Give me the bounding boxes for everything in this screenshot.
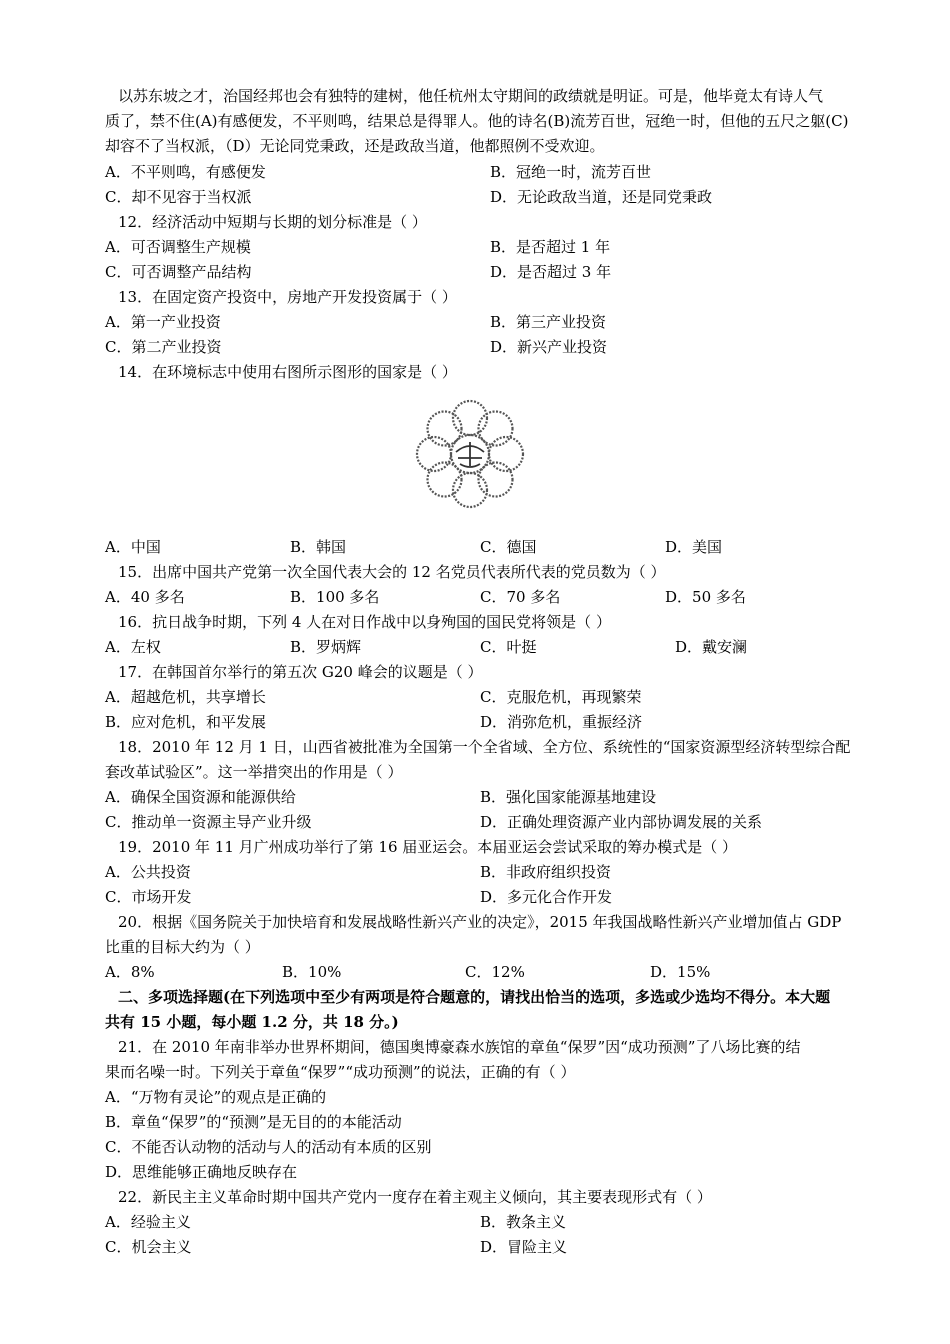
- option: C．70 多名: [480, 588, 561, 606]
- option: A．经验主义: [105, 1213, 191, 1231]
- option: B．10%: [282, 963, 342, 981]
- option: A．中国: [105, 538, 161, 556]
- option: B．教条主义: [480, 1213, 567, 1231]
- question-20-cont: 比重的目标大约为（ ）: [105, 938, 260, 956]
- question-17: 17．在韩国首尔举行的第五次 G20 峰会的议题是（ ）: [118, 663, 483, 681]
- option: D．15%: [650, 963, 711, 981]
- option: B．韩国: [290, 538, 347, 556]
- option: C．机会主义: [105, 1238, 192, 1256]
- option: A．40 多名: [105, 588, 185, 606]
- question-21-cont: 果而名噪一时。下列关于章鱼“保罗”“成功预测”的说法，正确的有（ ）: [105, 1063, 576, 1081]
- question-14: 14．在环境标志中使用右图所示图形的国家是（ ）: [118, 363, 457, 381]
- option: C．推动单一资源主导产业升级: [105, 813, 312, 831]
- option: B．第三产业投资: [490, 313, 607, 331]
- option: B．非政府组织投资: [480, 863, 612, 881]
- option: D．思维能够正确地反映存在: [105, 1163, 298, 1181]
- option: B．强化国家能源基地建设: [480, 788, 657, 806]
- option: C．市场开发: [105, 888, 192, 906]
- option: A．不平则鸣，有感便发: [105, 163, 266, 181]
- option: B．罗炳辉: [290, 638, 362, 656]
- option: D．戴安澜: [675, 638, 748, 656]
- option: A．公共投资: [105, 863, 191, 881]
- option: A．确保全国资源和能源供给: [105, 788, 296, 806]
- question-20: 20．根据《国务院关于加快培育和发展战略性新兴产业的决定》，2015 年我国战略性新兴产业增加值占 GDP: [118, 913, 842, 931]
- option: A．左权: [105, 638, 161, 656]
- option: B．应对危机，和平发展: [105, 713, 267, 731]
- question-21: 21．在 2010 年南非举办世界杯期间，德国奥博豪森水族馆的章鱼“保罗”因“成功预测”了八场比赛的结: [118, 1038, 801, 1056]
- question-12: 12．经济活动中短期与长期的划分标准是（ ）: [118, 213, 427, 231]
- option: A．8%: [105, 963, 155, 981]
- question-19: 19．2010 年 11 月广州成功举行了第 16 届亚运会。本届亚运会尝试采取的筹办模式是（ ）: [118, 838, 738, 856]
- option: C．不能否认动物的活动与人的活动有本质的区别: [105, 1138, 432, 1156]
- option: D．是否超过 3 年: [490, 263, 612, 281]
- environmental-label-emblem-icon: [408, 392, 532, 516]
- option: C．德国: [480, 538, 537, 556]
- section-2-heading: 二、多项选择题(在下列选项中至少有两项是符合题意的，请找出恰当的选项，多选或少选均不得分。本大题: [118, 988, 831, 1006]
- question-13: 13．在固定资产投资中，房地产开发投资属于（ ）: [118, 288, 457, 306]
- option: B．100 多名: [290, 588, 380, 606]
- option: C．可否调整产品结构: [105, 263, 252, 281]
- option: D．50 多名: [665, 588, 746, 606]
- intro-line-1: 以苏东坡之才，治国经邦也会有独特的建树，他任杭州太守期间的政绩就是明证。可是，他毕竟太有诗人气: [118, 87, 824, 105]
- question-18: 18．2010 年 12 月 1 日，山西省被批准为全国第一个全省域、全方位、系统性的“国家资源型经济转型综合配: [118, 738, 851, 756]
- question-22: 22．新民主主义革命时期中国共产党内一度存在着主观主义倾向，其主要表现形式有（ ）: [118, 1188, 712, 1206]
- option: D．冒险主义: [480, 1238, 568, 1256]
- section-2-heading-cont: 共有 15 小题，每小题 1.2 分，共 18 分。): [105, 1013, 399, 1031]
- option: C．克服危机，再现繁荣: [480, 688, 642, 706]
- option: A．可否调整生产规模: [105, 238, 251, 256]
- question-16: 16．抗日战争时期，下列 4 人在对日作战中以身殉国的国民党将领是（ ）: [118, 613, 611, 631]
- intro-line-3: 却容不了当权派，（D）无论同党秉政，还是政敌当道，他都照例不受欢迎。: [105, 137, 605, 155]
- intro-line-2: 质了，禁不住(A)有感便发，不平则鸣，结果总是得罪人。他的诗名(B)流芳百世，冠绝一时，但他的五尺之躯(C): [105, 112, 849, 130]
- option: D．消弥危机，重振经济: [480, 713, 643, 731]
- question-18-cont: 套改革试验区”。这一举措突出的作用是（ ）: [105, 763, 403, 781]
- option: A．第一产业投资: [105, 313, 221, 331]
- option: D．正确处理资源产业内部协调发展的关系: [480, 813, 763, 831]
- option: A．超越危机，共享增长: [105, 688, 266, 706]
- option: D．新兴产业投资: [490, 338, 608, 356]
- option: B．章鱼“保罗”的“预测”是无目的的本能活动: [105, 1113, 402, 1131]
- option: B．是否超过 1 年: [490, 238, 611, 256]
- option: B．冠绝一时，流芳百世: [490, 163, 652, 181]
- option: C．第二产业投资: [105, 338, 222, 356]
- option: C．却不见容于当权派: [105, 188, 252, 206]
- option: D．多元化合作开发: [480, 888, 613, 906]
- option: D．美国: [665, 538, 723, 556]
- option: C．叶挺: [480, 638, 537, 656]
- question-15: 15．出席中国共产党第一次全国代表大会的 12 名党员代表所代表的党员数为（ ）: [118, 563, 666, 581]
- option: D．无论政敌当道，还是同党秉政: [490, 188, 713, 206]
- option: A．“万物有灵论”的观点是正确的: [105, 1088, 327, 1106]
- option: C．12%: [465, 963, 525, 981]
